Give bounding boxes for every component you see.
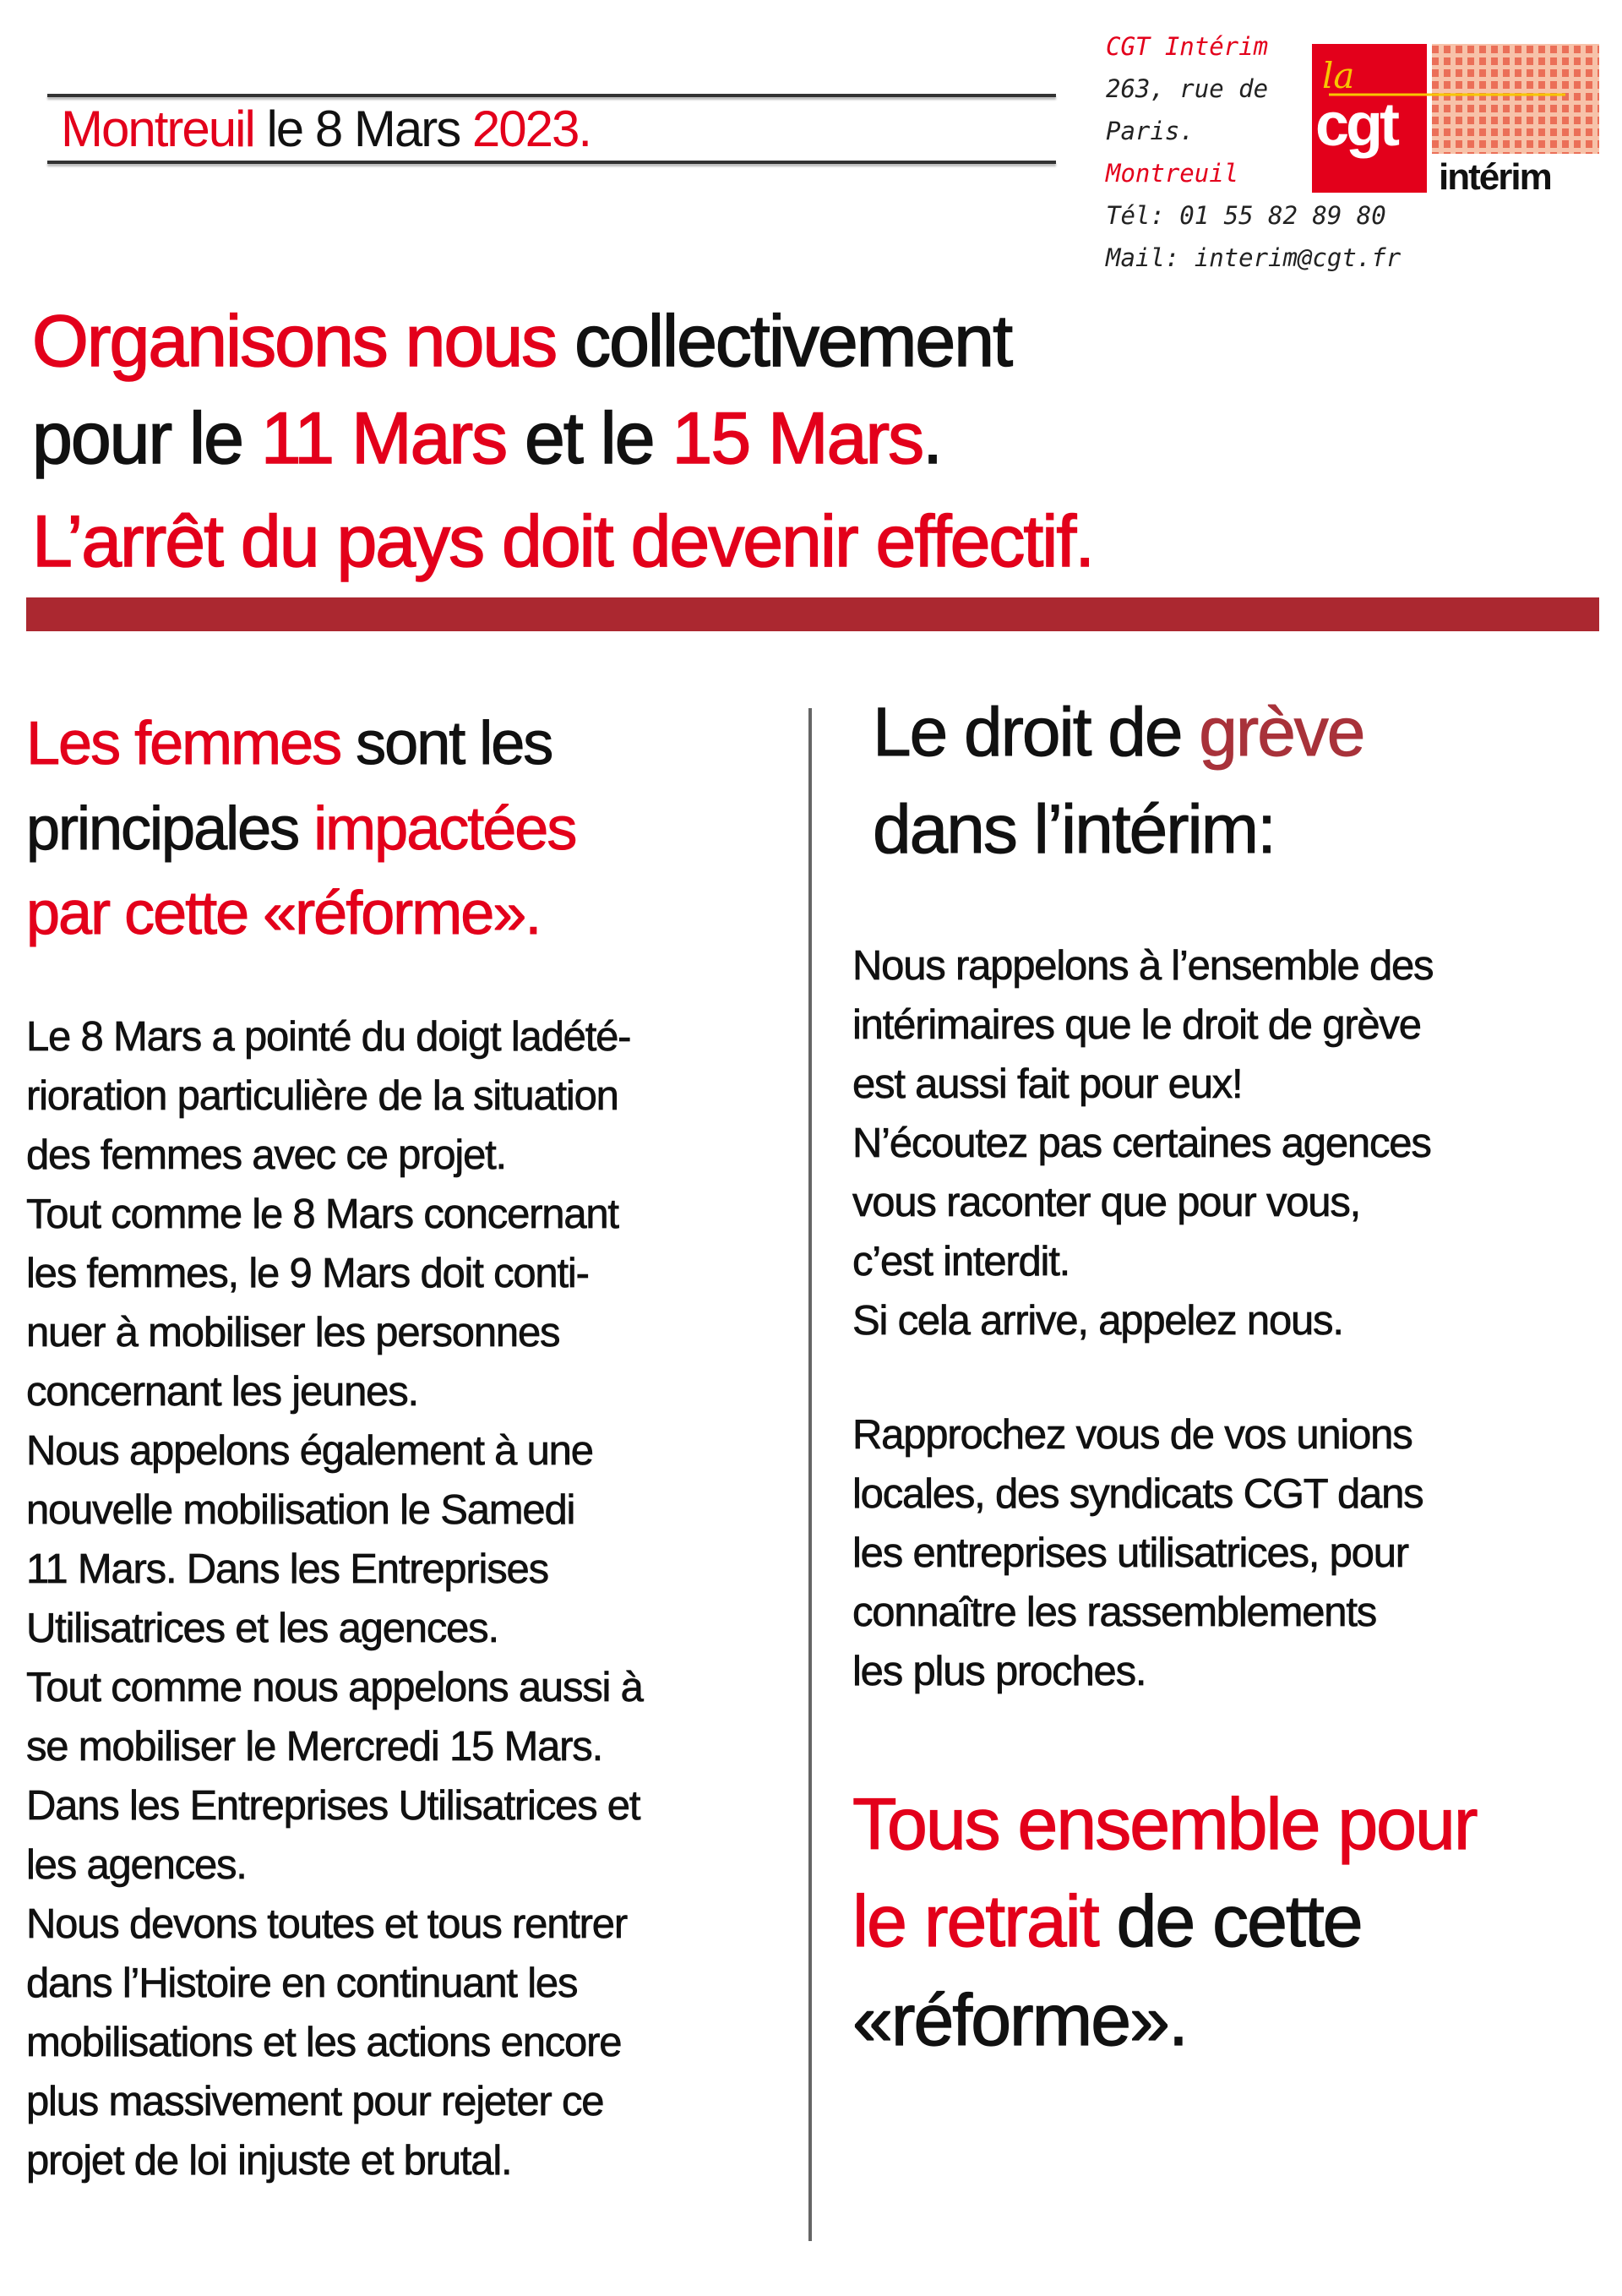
text-segment: Le droit de xyxy=(873,694,1200,771)
contact-mail[interactable]: Mail: interim@cgt.fr xyxy=(1106,243,1402,272)
red-divider-bar xyxy=(26,597,1599,631)
body-line: 11 Mars. Dans les Entreprises xyxy=(26,1546,548,1592)
body-line: est aussi fait pour eux! xyxy=(852,1061,1243,1107)
body-line: intérimaires que le droit de grève xyxy=(852,1002,1421,1048)
bottom-rule xyxy=(47,161,1056,164)
text-segment: L’arrêt du pays doit devenir effectif. xyxy=(32,501,1094,582)
text-segment: sont les xyxy=(340,710,552,777)
body-line: Tout comme nous appelons aussi à xyxy=(26,1665,643,1710)
headline-line-3 xyxy=(32,494,1093,591)
body-line: Si cela arrive, appelez nous. xyxy=(852,1298,1343,1344)
body-line: locales, des syndicats CGT dans xyxy=(852,1471,1423,1517)
text-segment: Montreuil xyxy=(61,101,254,157)
body-line: N’écoutez pas certaines agences xyxy=(852,1121,1431,1166)
right-body-paragraph-2 xyxy=(852,1405,1423,1701)
text-segment: et le xyxy=(506,398,672,479)
text-segment: . xyxy=(923,398,942,479)
logo-la: la xyxy=(1322,55,1355,96)
cgt-interim-logo xyxy=(1312,44,1599,193)
body-line: concernant les jeunes. xyxy=(26,1369,418,1415)
body-line: les agences. xyxy=(26,1842,247,1888)
body-line: Tout comme le 8 Mars concernant xyxy=(26,1192,618,1237)
body-line: vous raconter que pour vous, xyxy=(852,1180,1361,1225)
closing-line xyxy=(852,1873,1362,1971)
date-line xyxy=(61,100,591,159)
logo-cgt: cgt xyxy=(1315,91,1396,159)
top-rule xyxy=(47,94,1056,97)
left-heading-line xyxy=(26,701,552,787)
body-line: nouvelle mobilisation le Samedi xyxy=(26,1487,575,1533)
body-line: Rapprochez vous de vos unions xyxy=(852,1412,1412,1458)
text-segment: dans l’intérim xyxy=(873,791,1258,868)
body-line: Utilisatrices et les agences. xyxy=(26,1606,498,1651)
body-line: les femmes, le 9 Mars doit conti- xyxy=(26,1251,589,1296)
left-heading-line xyxy=(26,787,575,872)
text-segment: par cette «réforme». xyxy=(26,880,541,947)
contact-phone: Tél: 01 55 82 89 80 xyxy=(1106,201,1386,230)
body-line: des femmes avec ce projet. xyxy=(26,1132,506,1178)
body-line: se mobiliser le Mercredi 15 Mars. xyxy=(26,1724,603,1770)
body-line: Nous devons toutes et tous rentrer xyxy=(26,1901,627,1947)
contact-org: CGT Intérim xyxy=(1106,32,1269,61)
text-segment: 15 Mars xyxy=(672,398,923,479)
body-line: Nous appelons également à une xyxy=(26,1428,593,1474)
text-segment: Tous ensemble pour xyxy=(852,1784,1477,1865)
text-segment: 11 Mars xyxy=(260,398,507,479)
closing-line xyxy=(852,1972,1187,2070)
left-body xyxy=(26,1007,643,2190)
text-segment: principales xyxy=(26,795,314,863)
body-line: les plus proches. xyxy=(852,1649,1146,1694)
body-line: c’est interdit. xyxy=(852,1239,1070,1284)
text-segment: «réforme». xyxy=(852,1980,1187,2061)
text-segment: Les femmes xyxy=(26,710,341,777)
text-segment: collectivement xyxy=(556,301,1011,382)
text-segment: 2023. xyxy=(471,101,591,157)
right-body-paragraph-1 xyxy=(852,936,1433,1350)
text-segment: de cette xyxy=(1097,1881,1362,1962)
body-line: mobilisations et les actions encore xyxy=(26,2020,622,2065)
text-segment: Organisons nous xyxy=(32,301,557,382)
body-line: nuer à mobiliser les personnes xyxy=(26,1310,560,1355)
right-heading-line xyxy=(873,684,1363,781)
right-heading-line xyxy=(873,781,1275,878)
headline-line-1 xyxy=(32,293,1011,390)
body-line: plus massivement pour rejeter ce xyxy=(26,2079,604,2124)
column-divider xyxy=(808,708,812,2241)
body-line: Dans les Entreprises Utilisatrices et xyxy=(26,1783,640,1829)
body-line: projet de loi injuste et brutal. xyxy=(26,2138,512,2184)
text-segment: pour le xyxy=(32,398,261,479)
contact-address-1: 263, rue de xyxy=(1106,74,1269,103)
body-line: connaître les rassemblements xyxy=(852,1590,1377,1635)
contact-address-2: Paris. xyxy=(1106,117,1195,145)
logo-interim: intérim xyxy=(1439,156,1551,193)
left-heading-line xyxy=(26,871,540,957)
closing-line xyxy=(852,1775,1476,1873)
text-segment: : xyxy=(1257,791,1275,868)
contact-city: Montreuil xyxy=(1106,159,1239,188)
body-line: rioration particulière de la situation xyxy=(26,1073,618,1119)
body-line: les entreprises utilisatrices, pour xyxy=(852,1530,1408,1576)
headline-line-2 xyxy=(32,390,941,488)
body-line: Nous rappelons à l’ensemble des xyxy=(852,943,1434,989)
text-segment: impactées xyxy=(313,795,576,863)
text-segment: le retrait xyxy=(852,1881,1098,1962)
body-line: Le 8 Mars a pointé du doigt ladété- xyxy=(26,1014,631,1060)
text-segment: le 8 Mars xyxy=(253,101,472,157)
body-line: dans l’Histoire en continuant les xyxy=(26,1961,578,2006)
text-segment: grève xyxy=(1199,694,1364,771)
